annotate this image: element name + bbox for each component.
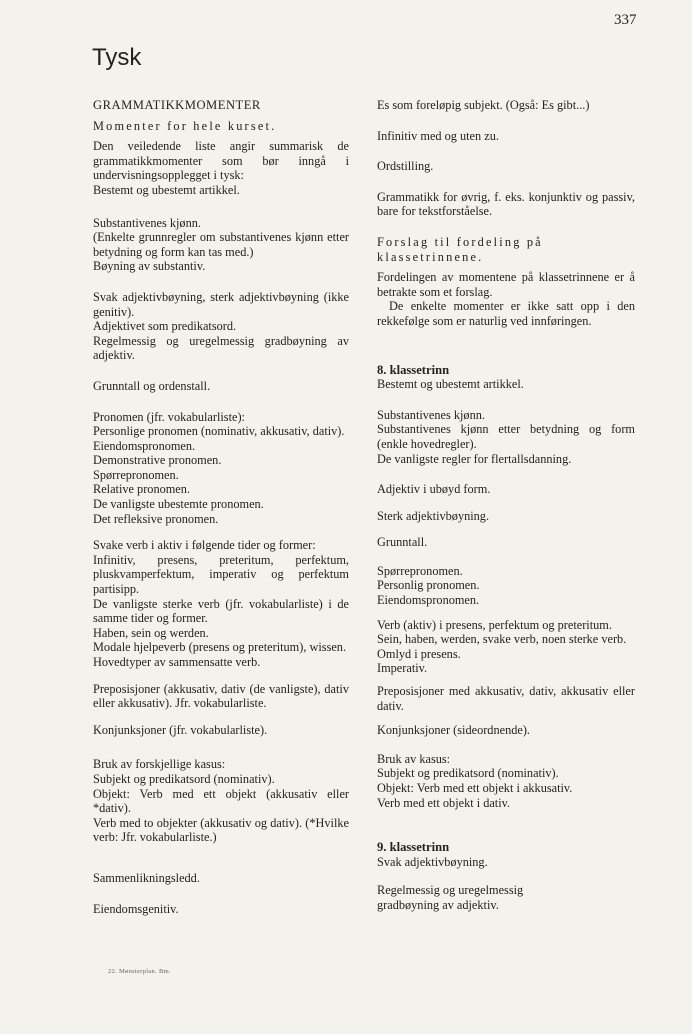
list-item: Konjunksjoner (jfr. vokabularliste). bbox=[93, 722, 268, 737]
page-number: 337 bbox=[614, 12, 637, 28]
list-item: Adjektivet som predikatsord. bbox=[93, 319, 237, 334]
adjectives-block bbox=[93, 290, 349, 363]
list-item: Bruk av forskjellige kasus: bbox=[93, 757, 226, 772]
comparison-block bbox=[93, 871, 349, 886]
grade-8-verbs bbox=[377, 618, 635, 676]
list-item: Spørrepronomen. bbox=[377, 563, 463, 578]
list-item: Svak adjektivbøyning, sterk adjektivbøyning (ikke genitiv). bbox=[93, 289, 349, 319]
intro-paragraph: Den veiledende liste angir summarisk de grammatikkmomenter som bør inngå i undervisningsopplegget i tysk: bbox=[93, 139, 349, 183]
list-item: Omlyd i presens. bbox=[377, 646, 461, 661]
list-item: Spørrepronomen. bbox=[93, 467, 179, 482]
list-item: Verb med to objekter (akkusativ og dativ). (*Hvilke verb: Jfr. vokabularliste.) bbox=[93, 815, 349, 845]
proposal-block bbox=[377, 235, 635, 329]
list-item: Relative pronomen. bbox=[93, 482, 190, 497]
left-column bbox=[93, 98, 349, 916]
genitive-block bbox=[93, 902, 349, 917]
list-item: Preposisjoner med akkusativ, dativ, akkusativ eller dativ. bbox=[377, 684, 635, 713]
proposal-title: Forslag til fordeling på klassetrinnene. bbox=[377, 234, 543, 264]
grade-8-prepositions bbox=[377, 684, 635, 713]
list-item: Svake verb i aktiv i følgende tider og former: bbox=[93, 538, 316, 553]
grade-8-title: 8. klassetrinn bbox=[377, 362, 450, 377]
list-item: (Enkelte grunnregler om substantivenes kjønn etter betydning og form kan tas med.) bbox=[93, 230, 349, 259]
list-item: Regelmessig og uregelmessig gradbøyning av adjektiv. bbox=[93, 333, 349, 363]
list-item: Personlige pronomen (nominativ, akkusativ, dativ). bbox=[93, 424, 345, 439]
list-item: Svak adjektivbøyning. bbox=[377, 854, 488, 869]
section-title: GRAMMATIKKMOMENTER bbox=[93, 98, 261, 112]
list-item: Hovedtyper av sammensatte verb. bbox=[93, 655, 261, 669]
list-item: Bøyning av substantiv. bbox=[93, 259, 206, 274]
cases-block bbox=[93, 757, 349, 845]
list-item: Grunntall. bbox=[377, 535, 428, 550]
prepositions-block bbox=[93, 682, 349, 711]
verbs-block bbox=[93, 538, 349, 669]
section-subtitle: Momenter for hele kurset. bbox=[93, 118, 277, 133]
list-item: Konjunksjoner (sideordnende). bbox=[377, 723, 530, 738]
list-item: Det refleksive pronomen. bbox=[93, 511, 219, 526]
list-item: Subjekt og predikatsord (nominativ). bbox=[377, 766, 559, 781]
list-item: Haben, sein og werden. bbox=[93, 625, 209, 640]
list-item: Adjektiv i ubøyd form. bbox=[377, 482, 491, 497]
section-header-block bbox=[93, 98, 349, 198]
grade-8-pronouns bbox=[377, 564, 635, 608]
list-item: Verb med ett objekt i dativ. bbox=[377, 795, 511, 810]
list-item: Eiendomsgenitiv. bbox=[93, 901, 179, 916]
list-item: Bruk av kasus: bbox=[377, 751, 451, 766]
list-item: Sammenlikningsledd. bbox=[93, 870, 200, 885]
conjunctions-block bbox=[93, 723, 349, 738]
list-item: Preposisjoner (akkusativ, dativ (de vanligste), dativ eller akkusativ). Jfr. vokabularliste. bbox=[93, 681, 349, 711]
list-item: De vanligste sterke verb (jfr. vokabularliste) i de samme tider og former. bbox=[93, 596, 349, 626]
list-item: De vanligste ubestemte pronomen. bbox=[93, 497, 264, 512]
list-item: Substantivenes kjønn. bbox=[377, 407, 485, 422]
grade-8-adj-strong bbox=[377, 509, 635, 524]
grade-8-adj bbox=[377, 482, 635, 497]
other-grammar-block bbox=[377, 190, 635, 219]
pronouns-block bbox=[93, 410, 349, 527]
right-column bbox=[377, 98, 635, 913]
list-item: Personlig pronomen. bbox=[377, 578, 480, 593]
grade-9-comparison bbox=[377, 883, 635, 912]
list-item: Substantivenes kjønn etter betydning og form (enkle hovedregler). bbox=[377, 422, 635, 451]
numerals-block bbox=[93, 379, 349, 394]
list-item: De vanligste regler for flertallsdanning. bbox=[377, 451, 572, 466]
list-item: Demonstrative pronomen. bbox=[93, 453, 222, 468]
list-item: Objekt: Verb med ett objekt i akkusativ. bbox=[377, 781, 573, 795]
page-footer: 22. Mønsterplan. Bm. bbox=[108, 968, 171, 975]
word-order-block bbox=[377, 159, 635, 174]
page-heading: Tysk bbox=[92, 44, 142, 71]
grade-8-conjunctions bbox=[377, 723, 635, 738]
list-item: Es som foreløpig subjekt. (Også: Es gibt...) bbox=[377, 98, 590, 112]
infinitive-block bbox=[377, 129, 635, 144]
list-item: Subjekt og predikatsord (nominativ). bbox=[93, 771, 275, 786]
list-item: Sein, haben, werden, svake verb, noen sterke verb. bbox=[377, 632, 627, 647]
list-item: Infinitiv, presens, preteritum, perfektum, pluskvamperfektum, imperativ og perfektum partisipp. bbox=[93, 552, 349, 597]
proposal-paragraph: De enkelte momenter er ikke satt opp i den rekkefølge som er naturlig ved innføringen. bbox=[377, 299, 635, 328]
list-item: Eiendomspronomen. bbox=[93, 438, 196, 453]
list-item: Imperativ. bbox=[377, 661, 428, 676]
list-item: Eiendomspronomen. bbox=[377, 593, 480, 608]
list-item: Verb (aktiv) i presens, perfektum og preteritum. bbox=[377, 617, 612, 632]
grade-9-block bbox=[377, 840, 635, 869]
list-item: Grammatikk for øvrig, f. eks. konjunktiv og passiv, bare for tekstforståelse. bbox=[377, 189, 635, 219]
grade-8-nouns bbox=[377, 408, 635, 466]
list-item: Regelmessig og uregelmessig gradbøyning av adjektiv. bbox=[377, 883, 524, 912]
list-item: Substantivenes kjønn. bbox=[93, 215, 201, 230]
list-item: Pronomen (jfr. vokabularliste): bbox=[93, 409, 245, 424]
list-item: Grunntall og ordenstall. bbox=[93, 378, 211, 393]
grade-8-numerals bbox=[377, 535, 635, 550]
list-item: Bestemt og ubestemt artikkel. bbox=[377, 377, 524, 392]
list-item: Objekt: Verb med ett objekt (akkusativ eller *dativ). bbox=[93, 786, 349, 816]
intro-item: Bestemt og ubestemt artikkel. bbox=[93, 182, 240, 197]
proposal-paragraph: Fordelingen av momentene på klassetrinnene er å betrakte som et forslag. bbox=[377, 270, 635, 299]
list-item: Ordstilling. bbox=[377, 159, 434, 174]
list-item: Sterk adjektivbøyning. bbox=[377, 508, 490, 523]
list-item: Modale hjelpeverb (presens og preteritum), wissen. bbox=[93, 640, 347, 655]
nouns-block bbox=[93, 216, 349, 274]
list-item: Infinitiv med og uten zu. bbox=[377, 128, 499, 143]
grade-9-title: 9. klassetrinn bbox=[377, 840, 450, 855]
grade-8-block bbox=[377, 363, 635, 392]
es-block bbox=[377, 98, 635, 113]
grade-8-cases bbox=[377, 752, 635, 810]
